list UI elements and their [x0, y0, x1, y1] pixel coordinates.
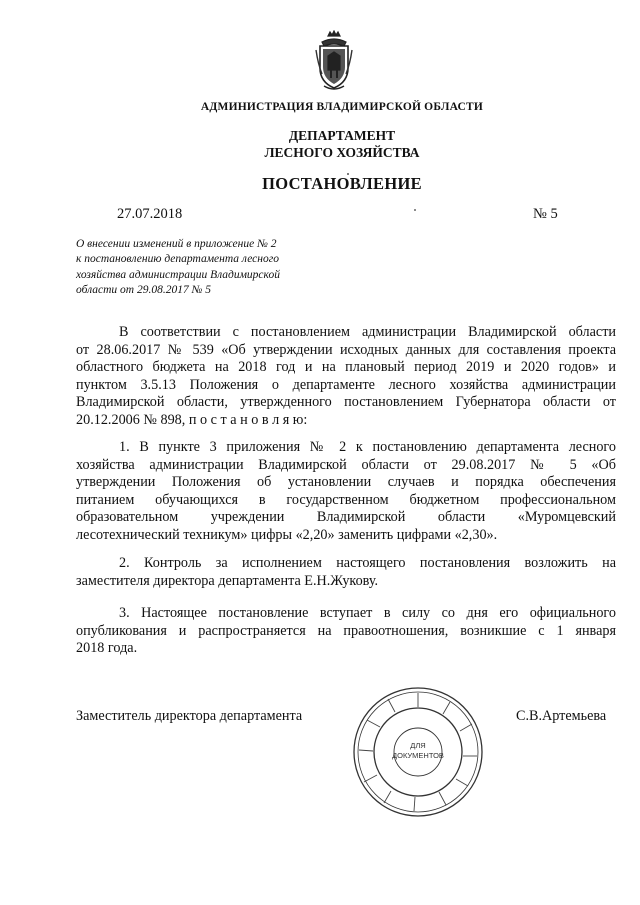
department-name-line2: ЛЕСНОГО ХОЗЯЙСТВА — [264, 145, 420, 160]
body-line: пунктом 3.5.13 Положения о департаменте лесного хозяйства администрации — [76, 376, 616, 393]
stamp-center-line2: ДОКУМЕНТОВ — [392, 751, 444, 760]
body-line: В соответствии с постановлением администрации Владимирской области — [119, 324, 616, 340]
coat-of-arms-icon — [314, 30, 354, 92]
body-line: заместителя директора департамента Е.Н.Жукову. — [76, 572, 379, 589]
body-line: питанием обучающихся в государственном бюджетном профессиональном — [76, 491, 616, 508]
subject-line: О внесении изменений в приложение № 2 — [76, 238, 277, 250]
document-subject — [76, 237, 326, 298]
subject-line: области от 29.08.2017 № 5 — [76, 283, 212, 296]
body-line: лесотехнический техникум» цифры «2,20» заменить цифрами «2,30». — [76, 526, 498, 543]
scan-speck — [414, 209, 416, 211]
document-type-title: ПОСТАНОВЛЕНИЕ — [262, 174, 422, 193]
signatory-position: Заместитель директора департамента — [76, 708, 303, 724]
body-paragraph-item-3 — [76, 605, 616, 658]
administration-name: АДМИНИСТРАЦИЯ ВЛАДИМИРСКОЙ ОБЛАСТИ — [200, 101, 484, 113]
body-line: хозяйства администрации Владимирской области от 29.08.2017 № 5 «Об — [76, 456, 616, 473]
official-stamp — [350, 684, 486, 820]
stamp-center-line1: ДЛЯ — [410, 741, 426, 750]
document-date: 27.07.2018 — [117, 206, 183, 222]
department-name-line1: ДЕПАРТАМЕНТ — [288, 128, 396, 143]
body-line: 2. Контроль за исполнением настоящего постановления возложить на — [119, 555, 616, 571]
subject-line: хозяйства администрации Владимирской — [76, 268, 280, 281]
body-line: от 28.06.2017 № 539 «Об утверждении исходных данных для составления проекта — [76, 341, 616, 358]
body-paragraph-item-2 — [76, 555, 616, 590]
document-number: № 5 — [533, 206, 558, 222]
body-line: 3. Настоящее постановление вступает в силу со дня его официального — [119, 605, 616, 621]
signatory-name: С.В.Артемьева — [516, 708, 607, 724]
body-line: образовательном учреждении Владимирской области «Муромцевский — [76, 509, 616, 526]
body-line: утверждении Положения об установлении случаев и порядка обеспечения — [76, 474, 616, 491]
subject-line: к постановлению департамента лесного — [76, 253, 279, 266]
body-paragraph-item-1 — [76, 439, 616, 545]
body-line: 2018 года. — [76, 640, 138, 657]
body-line: областного бюджета на 2018 год и на плановый период 2019 и 2020 годов» и — [76, 359, 616, 376]
body-line: 20.12.2006 № 898, п о с т а н о в л я ю: — [76, 411, 308, 428]
body-line: 1. В пункте 3 приложения № 2 к постановлению департамента лесного — [119, 439, 616, 455]
body-line: Владимирской области, утвержденного постановлением Губернатора области от — [76, 394, 616, 411]
body-paragraph-preamble — [76, 324, 616, 430]
body-line: опубликования и распространяется на правоотношения, возникшие с 1 января — [76, 622, 616, 639]
